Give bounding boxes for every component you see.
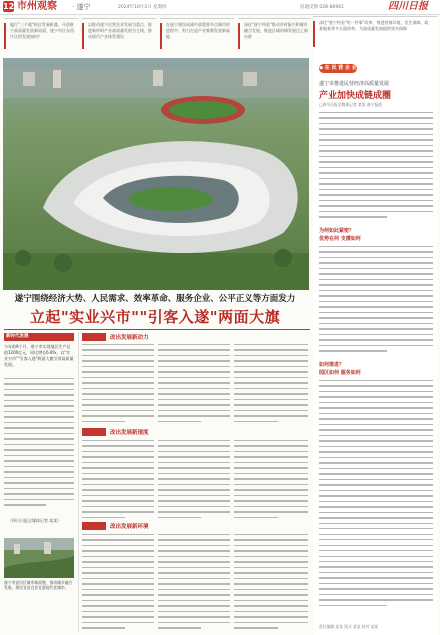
article-text-block: [234, 440, 308, 522]
article-text-block: [319, 112, 433, 222]
subsection-heading: 为何如此紧密？: [319, 228, 355, 234]
article-text-block: [158, 440, 230, 522]
city-aerial-image: [4, 538, 74, 578]
main-headline: 立起"实业兴市""引客入遂"两面大旗: [29, 308, 281, 326]
section-title: 市州观察: [17, 1, 57, 12]
newspaper-logo: 四川日报: [388, 1, 428, 12]
article-text-block: [82, 344, 154, 426]
index-item[interactable]: [238, 18, 310, 53]
reporter-credit: （四川日报全媒体记者 某某）: [8, 518, 62, 523]
stadium-aerial-image: [3, 58, 309, 290]
right-index-text: 深化"遂宁经验"的一件事"改革，推进营商环境、民生保障、政务服务等多方面改革，为高质量发展提供坚实保障: [319, 20, 429, 31]
article-text-block: [158, 344, 230, 426]
issue-date: 2024年10月3日 星期四: [118, 5, 167, 10]
section-header: [82, 428, 106, 436]
article-text-block: [82, 534, 154, 633]
index-item[interactable]: [160, 18, 234, 53]
column-badge: ◆ 在 民 营 企 业: [319, 65, 357, 71]
article-byline: □四川日报全媒体记者 某某 遂宁报道: [319, 102, 382, 107]
section-header: [82, 333, 106, 341]
page-footer: 责任编辑 某某 版式 某某 校对 某某: [319, 624, 379, 629]
section-title-3: 改出发展新环境: [110, 524, 149, 530]
city-photo-caption: 遂宁市安居区城市新面貌，推动城乡融合发展，建设宜居宜业宜游现代化城市。: [4, 580, 73, 590]
article-text-block: [158, 534, 230, 633]
intro-text: 今年前9个月，遂宁市实现地区生产总值1200亿元，同比增长6.8%，以"实业兴市""引客入遂"两面大旗引领高质量发展。: [4, 344, 74, 367]
right-index-item[interactable]: [313, 16, 437, 57]
section-title-1: 改出发展新动力: [110, 335, 149, 341]
index-item-text: 在遂宁建设成渝中部重要节点城市的进程中，努力打造产业集聚发展新高地: [166, 22, 230, 39]
section-title-2: 改出发展新速度: [110, 430, 149, 436]
section-header: [4, 333, 74, 341]
index-item[interactable]: [4, 18, 78, 53]
city-photo: [4, 538, 74, 578]
headline-rule: [4, 329, 310, 330]
article-kicker: 遂宁市推进民营经济高质量发展: [319, 81, 390, 87]
section-header: [82, 522, 106, 530]
article-title: 产业加快成链成圈: [319, 91, 392, 101]
column-divider: [78, 332, 79, 632]
subsection-heading: 优势在何 支撑如何: [319, 236, 361, 242]
page-header: [0, 0, 440, 15]
index-item[interactable]: [82, 18, 156, 53]
page-number: 12: [3, 2, 15, 11]
city-label: · 遂宁: [72, 3, 91, 11]
article-text-block: [4, 378, 74, 510]
index-item-text: 履行"三个做"抓住发展机遇，开创遂宁高质量发展新局面，遂宁市区东西片区的发展如何？: [10, 22, 74, 39]
section-tag: 新时代发展: [6, 334, 29, 339]
article-text-block: [234, 344, 308, 426]
subsection-heading: 园区如何 服务如何: [319, 370, 361, 376]
article-text-block: [319, 380, 433, 610]
right-column: [313, 16, 437, 635]
article-text-block: [82, 440, 154, 522]
article-text-block: [319, 246, 433, 356]
index-item-text: 深化"遂宁经验"推动乡村振兴和城乡融合发展，推进区域协调发展迈上新台阶: [244, 22, 308, 39]
index-bar: [0, 16, 310, 56]
editor-contact: 问题反馈 028-86961: [300, 5, 344, 10]
article-text-block: [234, 534, 308, 633]
stadium-photo: [3, 58, 309, 290]
subsection-heading: 如何推进？: [319, 362, 345, 368]
index-item-text: 以推动遂宁民营企业发展为重点，推进新材料产业高质量发展为主线，推动现代产业体系建设: [88, 22, 152, 39]
subheadline: 遂宁围绕经济大势、人民需求、效率革命、服务企业、公平正义等方面发力: [14, 294, 296, 304]
